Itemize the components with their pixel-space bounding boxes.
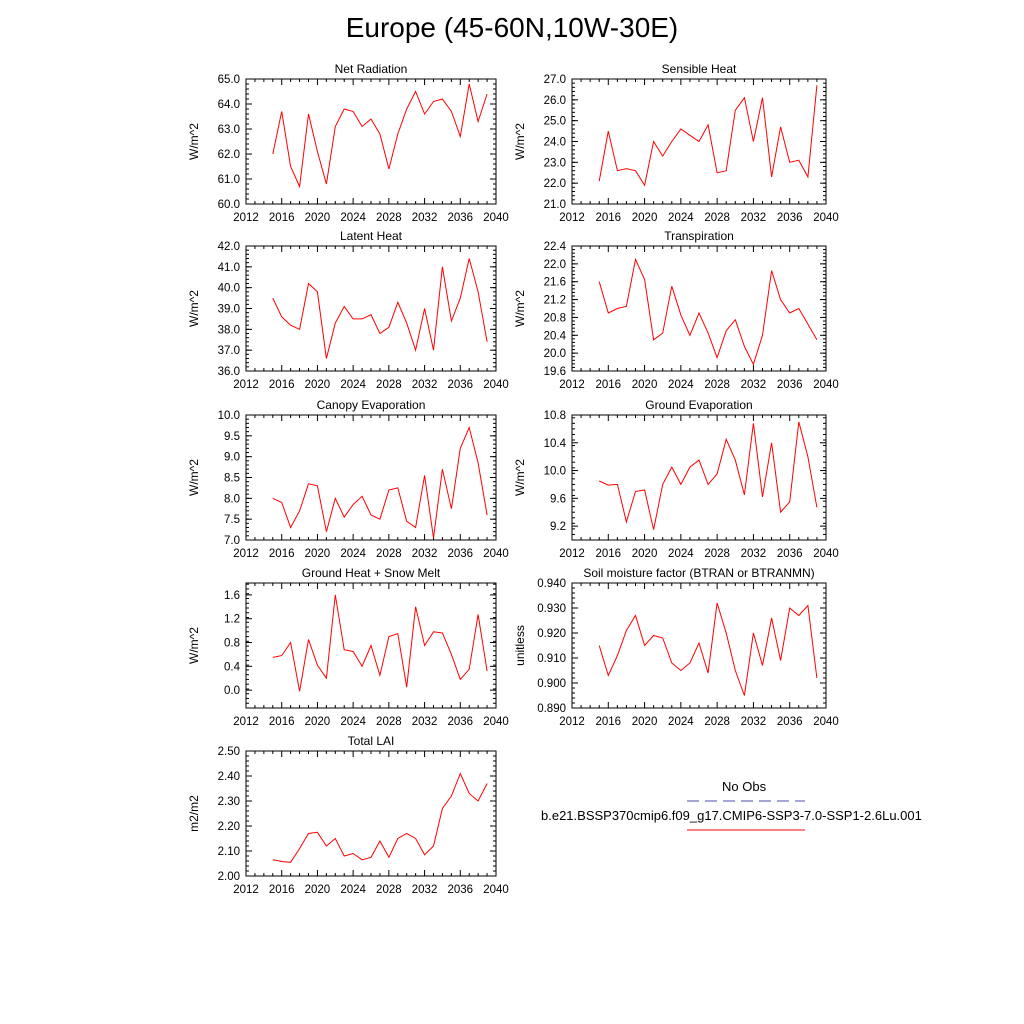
x-tick-label: 2032 xyxy=(411,716,438,728)
x-tick-label: 2016 xyxy=(268,884,295,896)
x-tick-label: 2020 xyxy=(304,884,331,896)
panel-title: Ground Heat + Snow Melt xyxy=(301,566,441,580)
y-tick-label: 10.0 xyxy=(217,410,240,422)
y-tick-label: 60.0 xyxy=(217,199,240,211)
y-tick-label: 2.00 xyxy=(217,871,240,883)
x-tick-label: 2028 xyxy=(376,884,402,896)
y-tick-label: 20.0 xyxy=(543,348,566,361)
y-tick-label: 0.0 xyxy=(224,685,240,698)
y-tick-label: 22.4 xyxy=(543,241,566,253)
x-tick-label: 2040 xyxy=(813,212,839,224)
x-tick-label: 2036 xyxy=(447,716,474,728)
x-tick-label: 2032 xyxy=(740,379,767,391)
y-tick-label: 2.10 xyxy=(217,846,240,858)
y-axis-label: W/m^2 xyxy=(187,627,201,664)
y-tick-label: 21.2 xyxy=(543,294,566,307)
x-tick-label: 2040 xyxy=(483,548,509,560)
x-tick-label: 2016 xyxy=(268,716,295,728)
x-tick-label: 2036 xyxy=(776,548,803,560)
x-tick-label: 2036 xyxy=(776,212,803,224)
y-axis-label: W/m^2 xyxy=(187,459,201,496)
y-tick-label: 41.0 xyxy=(217,261,240,274)
x-tick-label: 2036 xyxy=(447,379,474,391)
x-tick-label: 2024 xyxy=(668,379,694,391)
y-tick-label: 37.0 xyxy=(217,345,240,358)
y-tick-label: 0.890 xyxy=(537,703,566,715)
panel-title: Sensible Heat xyxy=(661,62,737,76)
x-tick-label: 2028 xyxy=(376,212,402,224)
y-tick-label: 0.910 xyxy=(537,653,566,665)
y-tick-label: 0.4 xyxy=(224,661,240,674)
x-tick-label: 2036 xyxy=(447,212,474,224)
x-tick-label: 2012 xyxy=(559,716,585,728)
y-axis-label: unitless xyxy=(513,625,527,666)
figure-title: Europe (45-60N,10W-30E) xyxy=(345,12,679,43)
y-tick-label: 25.0 xyxy=(543,115,566,128)
y-tick-label: 39.0 xyxy=(217,303,240,316)
x-tick-label: 2024 xyxy=(340,379,366,391)
x-tick-label: 2024 xyxy=(340,548,366,560)
y-tick-label: 0.8 xyxy=(224,637,240,650)
x-tick-label: 2020 xyxy=(304,548,331,560)
y-tick-label: 38.0 xyxy=(217,324,240,337)
y-tick-label: 9.0 xyxy=(224,451,240,464)
y-tick-label: 0.940 xyxy=(537,578,566,590)
x-tick-label: 2036 xyxy=(776,716,803,728)
y-tick-label: 19.6 xyxy=(543,366,566,378)
x-tick-label: 2032 xyxy=(740,212,767,224)
y-tick-label: 23.0 xyxy=(543,157,566,170)
y-tick-label: 9.5 xyxy=(224,430,240,443)
x-tick-label: 2032 xyxy=(411,379,438,391)
y-tick-label: 2.40 xyxy=(217,771,240,783)
x-tick-label: 2040 xyxy=(813,379,839,391)
y-tick-label: 9.6 xyxy=(550,493,566,506)
y-tick-label: 0.930 xyxy=(537,603,566,615)
x-tick-label: 2016 xyxy=(595,379,622,391)
x-tick-label: 2028 xyxy=(704,212,730,224)
x-tick-label: 2040 xyxy=(813,548,839,560)
x-tick-label: 2016 xyxy=(268,212,295,224)
legend-model-label: b.e21.BSSP370cmip6.f09_g17.CMIP6-SSP3-7.0-SSP1-2.6Lu.001 xyxy=(541,808,922,823)
x-tick-label: 2012 xyxy=(559,212,585,224)
y-axis-label: m2/m2 xyxy=(187,795,201,832)
x-tick-label: 2032 xyxy=(411,548,438,560)
y-tick-label: 26.0 xyxy=(543,94,566,107)
x-tick-label: 2028 xyxy=(376,379,402,391)
x-tick-label: 2012 xyxy=(233,548,259,560)
y-tick-label: 40.0 xyxy=(217,282,240,295)
y-tick-label: 10.0 xyxy=(543,465,566,478)
x-tick-label: 2020 xyxy=(304,212,331,224)
y-tick-label: 8.0 xyxy=(224,493,240,506)
x-tick-label: 2012 xyxy=(233,212,259,224)
y-axis-label: W/m^2 xyxy=(513,290,527,327)
x-tick-label: 2024 xyxy=(668,212,694,224)
x-tick-label: 2036 xyxy=(447,884,474,896)
x-tick-label: 2012 xyxy=(559,548,585,560)
x-tick-label: 2028 xyxy=(704,716,730,728)
x-tick-label: 2020 xyxy=(631,379,658,391)
x-tick-label: 2040 xyxy=(483,379,509,391)
y-tick-label: 7.5 xyxy=(224,514,240,527)
x-tick-label: 2020 xyxy=(304,716,331,728)
x-tick-label: 2040 xyxy=(483,212,509,224)
x-tick-label: 2040 xyxy=(483,716,509,728)
y-tick-label: 27.0 xyxy=(543,74,566,86)
x-tick-label: 2012 xyxy=(233,884,259,896)
x-tick-label: 2016 xyxy=(595,716,622,728)
x-tick-label: 2024 xyxy=(668,716,694,728)
x-tick-label: 2016 xyxy=(268,548,295,560)
x-tick-label: 2020 xyxy=(631,548,658,560)
panel-title: Total LAI xyxy=(347,734,395,748)
y-tick-label: 22.0 xyxy=(543,258,566,271)
x-tick-label: 2024 xyxy=(340,884,366,896)
panel-title: Net Radiation xyxy=(334,62,408,76)
x-tick-label: 2020 xyxy=(631,212,658,224)
x-tick-label: 2012 xyxy=(559,379,585,391)
y-tick-label: 65.0 xyxy=(217,74,240,86)
y-tick-label: 20.8 xyxy=(543,312,566,325)
y-axis-label: W/m^2 xyxy=(187,290,201,327)
x-tick-label: 2028 xyxy=(376,716,402,728)
x-tick-label: 2032 xyxy=(740,548,767,560)
y-axis-label: W/m^2 xyxy=(513,123,527,160)
legend-obs-label: No Obs xyxy=(722,779,767,794)
y-tick-label: 9.2 xyxy=(550,521,566,534)
x-tick-label: 2040 xyxy=(483,884,509,896)
x-tick-label: 2032 xyxy=(411,212,438,224)
y-tick-label: 1.6 xyxy=(224,589,240,602)
x-tick-label: 2032 xyxy=(411,884,438,896)
x-tick-label: 2032 xyxy=(740,716,767,728)
y-tick-label: 36.0 xyxy=(217,366,240,378)
panel-title: Transpiration xyxy=(664,229,734,243)
x-tick-label: 2036 xyxy=(776,379,803,391)
y-tick-label: 21.6 xyxy=(543,276,566,289)
y-tick-label: 7.0 xyxy=(224,535,240,547)
y-tick-label: 8.5 xyxy=(224,472,240,485)
y-tick-label: 20.4 xyxy=(543,330,566,343)
y-tick-label: 2.50 xyxy=(217,746,240,758)
x-tick-label: 2024 xyxy=(340,716,366,728)
y-tick-label: 63.0 xyxy=(217,124,240,136)
x-tick-label: 2024 xyxy=(668,548,694,560)
x-tick-label: 2036 xyxy=(447,548,474,560)
x-tick-label: 2012 xyxy=(233,716,259,728)
x-tick-label: 2020 xyxy=(631,716,658,728)
x-tick-label: 2016 xyxy=(268,379,295,391)
y-tick-label: 64.0 xyxy=(217,99,240,111)
x-tick-label: 2028 xyxy=(376,548,402,560)
y-tick-label: 2.30 xyxy=(217,796,240,808)
x-tick-label: 2012 xyxy=(233,379,259,391)
panel-title: Ground Evaporation xyxy=(645,398,753,412)
x-tick-label: 2016 xyxy=(595,548,622,560)
y-tick-label: 21.0 xyxy=(543,199,566,211)
panel-title: Canopy Evaporation xyxy=(316,398,426,412)
y-tick-label: 61.0 xyxy=(217,174,240,186)
y-tick-label: 0.900 xyxy=(537,678,566,690)
y-tick-label: 10.4 xyxy=(543,437,566,450)
x-tick-label: 2028 xyxy=(704,379,730,391)
panel-title: Latent Heat xyxy=(339,229,403,243)
y-tick-label: 62.0 xyxy=(217,149,240,161)
y-tick-label: 22.0 xyxy=(543,178,566,191)
x-tick-label: 2020 xyxy=(304,379,331,391)
y-axis-label: W/m^2 xyxy=(187,123,201,160)
x-tick-label: 2024 xyxy=(340,212,366,224)
y-tick-label: 1.2 xyxy=(224,613,240,626)
y-axis-label: W/m^2 xyxy=(513,459,527,496)
panel-title: Soil moisture factor (BTRAN or BTRANMN) xyxy=(583,566,815,580)
y-tick-label: 0.920 xyxy=(537,628,566,640)
x-tick-label: 2028 xyxy=(704,548,730,560)
y-tick-label: 2.20 xyxy=(217,821,240,833)
x-tick-label: 2040 xyxy=(813,716,839,728)
x-tick-label: 2016 xyxy=(595,212,622,224)
y-tick-label: 24.0 xyxy=(543,136,566,149)
y-tick-label: 42.0 xyxy=(217,241,240,253)
y-tick-label: 10.8 xyxy=(543,410,566,422)
